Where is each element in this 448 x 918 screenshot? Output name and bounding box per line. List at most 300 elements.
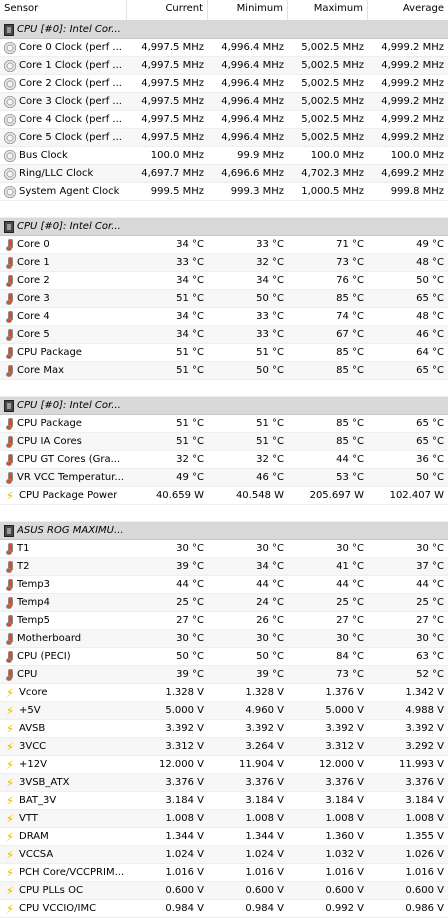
lightning-bolt-icon: ⚡ (5, 866, 15, 879)
group-header[interactable] (0, 397, 448, 415)
sensor-row[interactable] (0, 612, 448, 630)
minimum-value: 40.548 W (235, 490, 284, 501)
sensor-row[interactable] (0, 183, 448, 201)
minimum-value: 0.600 V (245, 885, 284, 896)
minimum-value: 3.184 V (245, 795, 284, 806)
group-header-title (0, 24, 127, 36)
current-value: 5.000 V (165, 705, 204, 716)
sensor-label: CPU GT Cores (Gra... (17, 454, 121, 465)
average-value: 25 °C (416, 597, 444, 608)
sensor-row[interactable] (0, 846, 448, 864)
sensor-name-cell (0, 275, 127, 287)
minimum-value: 39 °C (256, 669, 284, 680)
thermometer-icon (4, 561, 14, 573)
sensor-row[interactable] (0, 900, 448, 918)
sensor-label: CPU Package (17, 418, 82, 429)
sensor-label: CPU Package (17, 347, 82, 358)
average-value: 30 °C (416, 543, 444, 554)
sensor-name-cell (0, 633, 127, 645)
sensor-name-cell (0, 597, 127, 609)
sensor-label: CPU PLLs OC (19, 885, 83, 896)
sensor-row[interactable] (0, 75, 448, 93)
sensor-name-cell (0, 651, 127, 663)
maximum-value: 0.600 V (325, 885, 364, 896)
maximum-value: 12.000 V (318, 759, 364, 770)
minimum-value: 4,996.4 MHz (221, 60, 284, 71)
clock-icon (4, 150, 16, 162)
sensor-row[interactable] (0, 93, 448, 111)
sensor-label: VTT (19, 813, 38, 824)
average-value: 65 °C (416, 365, 444, 376)
average-value: 48 °C (416, 311, 444, 322)
current-value: 999.5 MHz (150, 186, 204, 197)
maximum-value: 5.000 V (325, 705, 364, 716)
maximum-value: 85 °C (336, 418, 364, 429)
minimum-value: 33 °C (256, 239, 284, 250)
average-value: 0.986 V (405, 903, 444, 914)
maximum-value: 30 °C (336, 633, 364, 644)
average-value: 37 °C (416, 561, 444, 572)
average-value: 4,999.2 MHz (381, 132, 444, 143)
current-value: 51 °C (176, 418, 204, 429)
average-value: 4,999.2 MHz (381, 96, 444, 107)
maximum-value: 5,002.5 MHz (301, 60, 364, 71)
sensor-label: Vcore (19, 687, 48, 698)
sensor-row[interactable] (0, 433, 448, 451)
sensor-label: T1 (17, 543, 30, 554)
sensor-label: Core 4 (17, 311, 50, 322)
current-value: 12.000 V (158, 759, 204, 770)
minimum-value: 46 °C (256, 472, 284, 483)
maximum-value: 25 °C (336, 597, 364, 608)
sensor-label: Core 3 (17, 293, 50, 304)
minimum-value: 1.016 V (245, 867, 284, 878)
maximum-value: 1.016 V (325, 867, 364, 878)
lightning-bolt-icon: ⚡ (5, 830, 15, 843)
sensor-label: Core 3 Clock (perf ... (19, 96, 122, 107)
thermometer-icon (4, 436, 14, 448)
current-value: 4,997.5 MHz (141, 96, 204, 107)
thermometer-icon (4, 293, 14, 305)
current-value: 4,997.5 MHz (141, 132, 204, 143)
sensor-row[interactable] (0, 594, 448, 612)
sensor-row[interactable] (0, 576, 448, 594)
average-value: 102.407 W (389, 490, 444, 501)
sensor-label: Motherboard (17, 633, 82, 644)
sensor-name-cell (0, 418, 127, 430)
thermometer-icon (4, 633, 14, 645)
lightning-bolt-icon: ⚡ (5, 794, 15, 807)
current-value: 3.376 V (165, 777, 204, 788)
maximum-value: 205.697 W (309, 490, 364, 501)
sensor-label: CPU VCCIO/IMC (19, 903, 97, 914)
average-value: 1.342 V (405, 687, 444, 698)
minimum-value: 50 °C (256, 293, 284, 304)
group-header[interactable] (0, 522, 448, 540)
current-value: 30 °C (176, 633, 204, 644)
sensor-label: CPU Package Power (19, 490, 118, 501)
sensor-name-cell (0, 885, 127, 897)
chip-icon (4, 400, 14, 412)
lightning-bolt-icon: ⚡ (5, 812, 15, 825)
maximum-value: 85 °C (336, 436, 364, 447)
sensor-label: T2 (17, 561, 30, 572)
thermometer-icon (4, 418, 14, 430)
current-value: 51 °C (176, 347, 204, 358)
maximum-value: 44 °C (336, 579, 364, 590)
sensor-row[interactable] (0, 648, 448, 666)
sensor-label: Core 5 (17, 329, 50, 340)
average-value: 3.184 V (405, 795, 444, 806)
current-value: 4,697.7 MHz (141, 168, 204, 179)
thermometer-icon (4, 347, 14, 359)
sensor-label: Core 1 (17, 257, 50, 268)
sensor-row[interactable] (0, 666, 448, 684)
lightning-bolt-icon: ⚡ (5, 704, 15, 717)
current-value: 0.600 V (165, 885, 204, 896)
average-value: 11.993 V (398, 759, 444, 770)
sensor-row[interactable] (0, 882, 448, 900)
sensor-label: +5V (19, 705, 41, 716)
average-value: 3.376 V (405, 777, 444, 788)
sensor-label: Core 5 Clock (perf ... (19, 132, 122, 143)
sensor-name-cell (0, 42, 127, 54)
sensor-name-cell (0, 831, 127, 843)
sensor-name-cell (0, 96, 127, 108)
group-name: CPU [#0]: Intel Cor... (17, 221, 121, 232)
minimum-value: 30 °C (256, 543, 284, 554)
sensor-row[interactable] (0, 326, 448, 344)
maximum-value: 27 °C (336, 615, 364, 626)
sensor-row[interactable] (0, 111, 448, 129)
maximum-value: 74 °C (336, 311, 364, 322)
sensor-label: CPU (PECI) (17, 651, 71, 662)
sensor-name-cell (0, 150, 127, 162)
sensor-row[interactable] (0, 254, 448, 272)
sensor-label: Temp5 (17, 615, 51, 626)
group-name: CPU [#0]: Intel Cor... (17, 24, 121, 35)
sensor-name-cell (0, 454, 127, 466)
average-value: 999.8 MHz (390, 186, 444, 197)
thermometer-icon (4, 543, 14, 555)
sensor-row[interactable] (0, 272, 448, 290)
sensor-row[interactable] (0, 147, 448, 165)
sensor-label: PCH Core/VCCPRIM... (19, 867, 125, 878)
minimum-value: 50 °C (256, 651, 284, 662)
lightning-bolt-icon: ⚡ (5, 758, 15, 771)
maximum-value: 100.0 MHz (310, 150, 364, 161)
sensor-name-cell (0, 849, 127, 861)
current-value: 50 °C (176, 651, 204, 662)
lightning-bolt-icon: ⚡ (5, 489, 15, 502)
sensor-label: System Agent Clock (19, 186, 120, 197)
current-value: 4,997.5 MHz (141, 78, 204, 89)
sensor-row[interactable] (0, 828, 448, 846)
current-value: 1.008 V (165, 813, 204, 824)
current-value: 32 °C (176, 454, 204, 465)
average-value: 52 °C (416, 669, 444, 680)
sensor-name-cell (0, 311, 127, 323)
average-value: 30 °C (416, 633, 444, 644)
minimum-value: 3.264 V (245, 741, 284, 752)
current-value: 3.184 V (165, 795, 204, 806)
maximum-value: 5,002.5 MHz (301, 42, 364, 53)
current-value: 34 °C (176, 329, 204, 340)
column-header-current[interactable]: Current (127, 0, 208, 20)
sensor-row[interactable] (0, 57, 448, 75)
average-value: 48 °C (416, 257, 444, 268)
minimum-value: 11.904 V (238, 759, 284, 770)
current-value: 49 °C (176, 472, 204, 483)
sensor-name-cell (0, 186, 127, 198)
minimum-value: 1.008 V (245, 813, 284, 824)
maximum-value: 3.184 V (325, 795, 364, 806)
sensor-row[interactable] (0, 720, 448, 738)
sensor-name-cell (0, 561, 127, 573)
average-value: 3.392 V (405, 723, 444, 734)
minimum-value: 0.984 V (245, 903, 284, 914)
sensor-label: AVSB (19, 723, 46, 734)
average-value: 0.600 V (405, 885, 444, 896)
current-value: 40.659 W (155, 490, 204, 501)
sensor-name-cell (0, 78, 127, 90)
sensor-label: +12V (19, 759, 47, 770)
thermometer-icon (4, 579, 14, 591)
sensor-row[interactable] (0, 415, 448, 433)
thermometer-icon (4, 329, 14, 341)
average-value: 27 °C (416, 615, 444, 626)
sensor-label: Ring/LLC Clock (19, 168, 94, 179)
average-value: 65 °C (416, 418, 444, 429)
maximum-value: 5,002.5 MHz (301, 132, 364, 143)
sensor-row[interactable] (0, 487, 448, 505)
sensor-label: CPU (17, 669, 38, 680)
group-spacer (0, 380, 448, 397)
sensor-name-cell (0, 168, 127, 180)
minimum-value: 50 °C (256, 365, 284, 376)
current-value: 3.312 V (165, 741, 204, 752)
thermometer-icon (4, 365, 14, 377)
current-value: 0.984 V (165, 903, 204, 914)
current-value: 100.0 MHz (150, 150, 204, 161)
minimum-value: 4,996.4 MHz (221, 42, 284, 53)
minimum-value: 44 °C (256, 579, 284, 590)
sensor-label: Temp3 (17, 579, 51, 590)
sensor-row[interactable] (0, 362, 448, 380)
column-header-maximum[interactable]: Maximum (288, 0, 368, 20)
maximum-value: 3.392 V (325, 723, 364, 734)
average-value: 50 °C (416, 472, 444, 483)
sensor-row[interactable] (0, 39, 448, 57)
sensor-row[interactable] (0, 792, 448, 810)
minimum-value: 32 °C (256, 257, 284, 268)
minimum-value: 33 °C (256, 329, 284, 340)
sensor-row[interactable] (0, 702, 448, 720)
sensor-name-cell (0, 114, 127, 126)
column-header-average[interactable]: Average (402, 3, 444, 14)
current-value: 1.024 V (165, 849, 204, 860)
sensor-name-cell (0, 615, 127, 627)
thermometer-icon (4, 239, 14, 251)
average-value: 3.292 V (405, 741, 444, 752)
sensor-label: Core 0 Clock (perf ... (19, 42, 122, 53)
clock-icon (4, 60, 16, 72)
sensor-label: BAT_3V (19, 795, 57, 806)
maximum-value: 85 °C (336, 365, 364, 376)
sensor-row[interactable] (0, 684, 448, 702)
sensor-label: Temp4 (17, 597, 51, 608)
lightning-bolt-icon: ⚡ (5, 722, 15, 735)
sensor-label: VCCSA (19, 849, 54, 860)
maximum-value: 67 °C (336, 329, 364, 340)
thermometer-icon (4, 669, 14, 681)
group-spacer (0, 505, 448, 522)
sensor-list (0, 21, 448, 918)
thermometer-icon (4, 472, 14, 484)
sensor-row[interactable] (0, 810, 448, 828)
current-value: 27 °C (176, 615, 204, 626)
minimum-value: 4,996.4 MHz (221, 78, 284, 89)
clock-icon (4, 42, 16, 54)
sensor-name-cell (0, 436, 127, 448)
minimum-value: 51 °C (256, 418, 284, 429)
column-header-row (0, 0, 448, 21)
maximum-value: 0.992 V (325, 903, 364, 914)
thermometer-icon (4, 615, 14, 627)
minimum-value: 3.376 V (245, 777, 284, 788)
column-header-minimum[interactable]: Minimum (208, 0, 288, 20)
average-value: 64 °C (416, 347, 444, 358)
sensor-name-cell (0, 705, 127, 717)
minimum-value: 4,696.6 MHz (221, 168, 284, 179)
minimum-value: 51 °C (256, 347, 284, 358)
sensor-label: Core 0 (17, 239, 50, 250)
maximum-value: 30 °C (336, 543, 364, 554)
chip-icon (4, 221, 14, 233)
clock-icon (4, 132, 16, 144)
lightning-bolt-icon: ⚡ (5, 884, 15, 897)
chip-icon (4, 525, 14, 537)
maximum-value: 5,002.5 MHz (301, 78, 364, 89)
sensor-row[interactable] (0, 165, 448, 183)
lightning-bolt-icon: ⚡ (5, 776, 15, 789)
sensor-row[interactable] (0, 864, 448, 882)
sensor-row[interactable] (0, 451, 448, 469)
current-value: 33 °C (176, 257, 204, 268)
sensor-label: 3VSB_ATX (19, 777, 70, 788)
minimum-value: 32 °C (256, 454, 284, 465)
minimum-value: 4,996.4 MHz (221, 96, 284, 107)
sensor-name-cell (0, 257, 127, 269)
maximum-value: 4,702.3 MHz (301, 168, 364, 179)
average-value: 1.026 V (405, 849, 444, 860)
maximum-value: 3.312 V (325, 741, 364, 752)
maximum-value: 1.008 V (325, 813, 364, 824)
sensor-row[interactable] (0, 756, 448, 774)
sensor-label: Core 4 Clock (perf ... (19, 114, 122, 125)
current-value: 34 °C (176, 239, 204, 250)
sensor-row[interactable] (0, 540, 448, 558)
average-value: 65 °C (416, 436, 444, 447)
sensor-row[interactable] (0, 630, 448, 648)
sensor-row[interactable] (0, 236, 448, 254)
current-value: 34 °C (176, 311, 204, 322)
group-name: ASUS ROG MAXIMU... (17, 525, 124, 536)
minimum-value: 4,996.4 MHz (221, 132, 284, 143)
current-value: 30 °C (176, 543, 204, 554)
sensor-row[interactable] (0, 774, 448, 792)
average-value: 63 °C (416, 651, 444, 662)
current-value: 4,997.5 MHz (141, 60, 204, 71)
sensor-name-cell (0, 579, 127, 591)
maximum-value: 3.376 V (325, 777, 364, 788)
average-value: 4.988 V (405, 705, 444, 716)
current-value: 39 °C (176, 561, 204, 572)
sensor-label: 3VCC (19, 741, 47, 752)
maximum-value: 1.376 V (325, 687, 364, 698)
lightning-bolt-icon: ⚡ (5, 686, 15, 699)
clock-icon (4, 168, 16, 180)
average-value: 50 °C (416, 275, 444, 286)
average-value: 49 °C (416, 239, 444, 250)
sensor-row[interactable] (0, 290, 448, 308)
maximum-value: 44 °C (336, 454, 364, 465)
sensor-row[interactable] (0, 469, 448, 487)
average-value: 4,999.2 MHz (381, 78, 444, 89)
minimum-value: 1.328 V (245, 687, 284, 698)
clock-icon (4, 78, 16, 90)
group-header-title (0, 221, 127, 233)
average-value: 1.016 V (405, 867, 444, 878)
thermometer-icon (4, 651, 14, 663)
maximum-value: 85 °C (336, 293, 364, 304)
maximum-value: 85 °C (336, 347, 364, 358)
sensor-name-cell (0, 543, 127, 555)
group-header[interactable] (0, 21, 448, 39)
sensor-name-cell (0, 723, 127, 735)
thermometer-icon (4, 311, 14, 323)
maximum-value: 1,000.5 MHz (301, 186, 364, 197)
current-value: 4,997.5 MHz (141, 114, 204, 125)
sensor-row[interactable] (0, 129, 448, 147)
clock-icon (4, 96, 16, 108)
minimum-value: 3.392 V (245, 723, 284, 734)
maximum-value: 1.360 V (325, 831, 364, 842)
sensor-row[interactable] (0, 344, 448, 362)
chip-icon (4, 24, 14, 36)
group-name: CPU [#0]: Intel Cor... (17, 400, 121, 411)
group-header[interactable] (0, 218, 448, 236)
current-value: 1.016 V (165, 867, 204, 878)
minimum-value: 34 °C (256, 561, 284, 572)
average-value: 46 °C (416, 329, 444, 340)
minimum-value: 4,996.4 MHz (221, 114, 284, 125)
sensor-row[interactable] (0, 738, 448, 756)
thermometer-icon (4, 275, 14, 287)
average-value: 4,999.2 MHz (381, 114, 444, 125)
minimum-value: 26 °C (256, 615, 284, 626)
sensor-name-cell (0, 813, 127, 825)
sensor-name-cell (0, 472, 127, 484)
current-value: 4,997.5 MHz (141, 42, 204, 53)
sensor-label: VR VCC Temperatur... (17, 472, 124, 483)
group-header-title (0, 525, 127, 537)
sensor-row[interactable] (0, 308, 448, 326)
maximum-value: 73 °C (336, 257, 364, 268)
column-header-sensor[interactable]: Sensor (0, 0, 127, 20)
sensor-label: DRAM (19, 831, 49, 842)
sensor-row[interactable] (0, 558, 448, 576)
